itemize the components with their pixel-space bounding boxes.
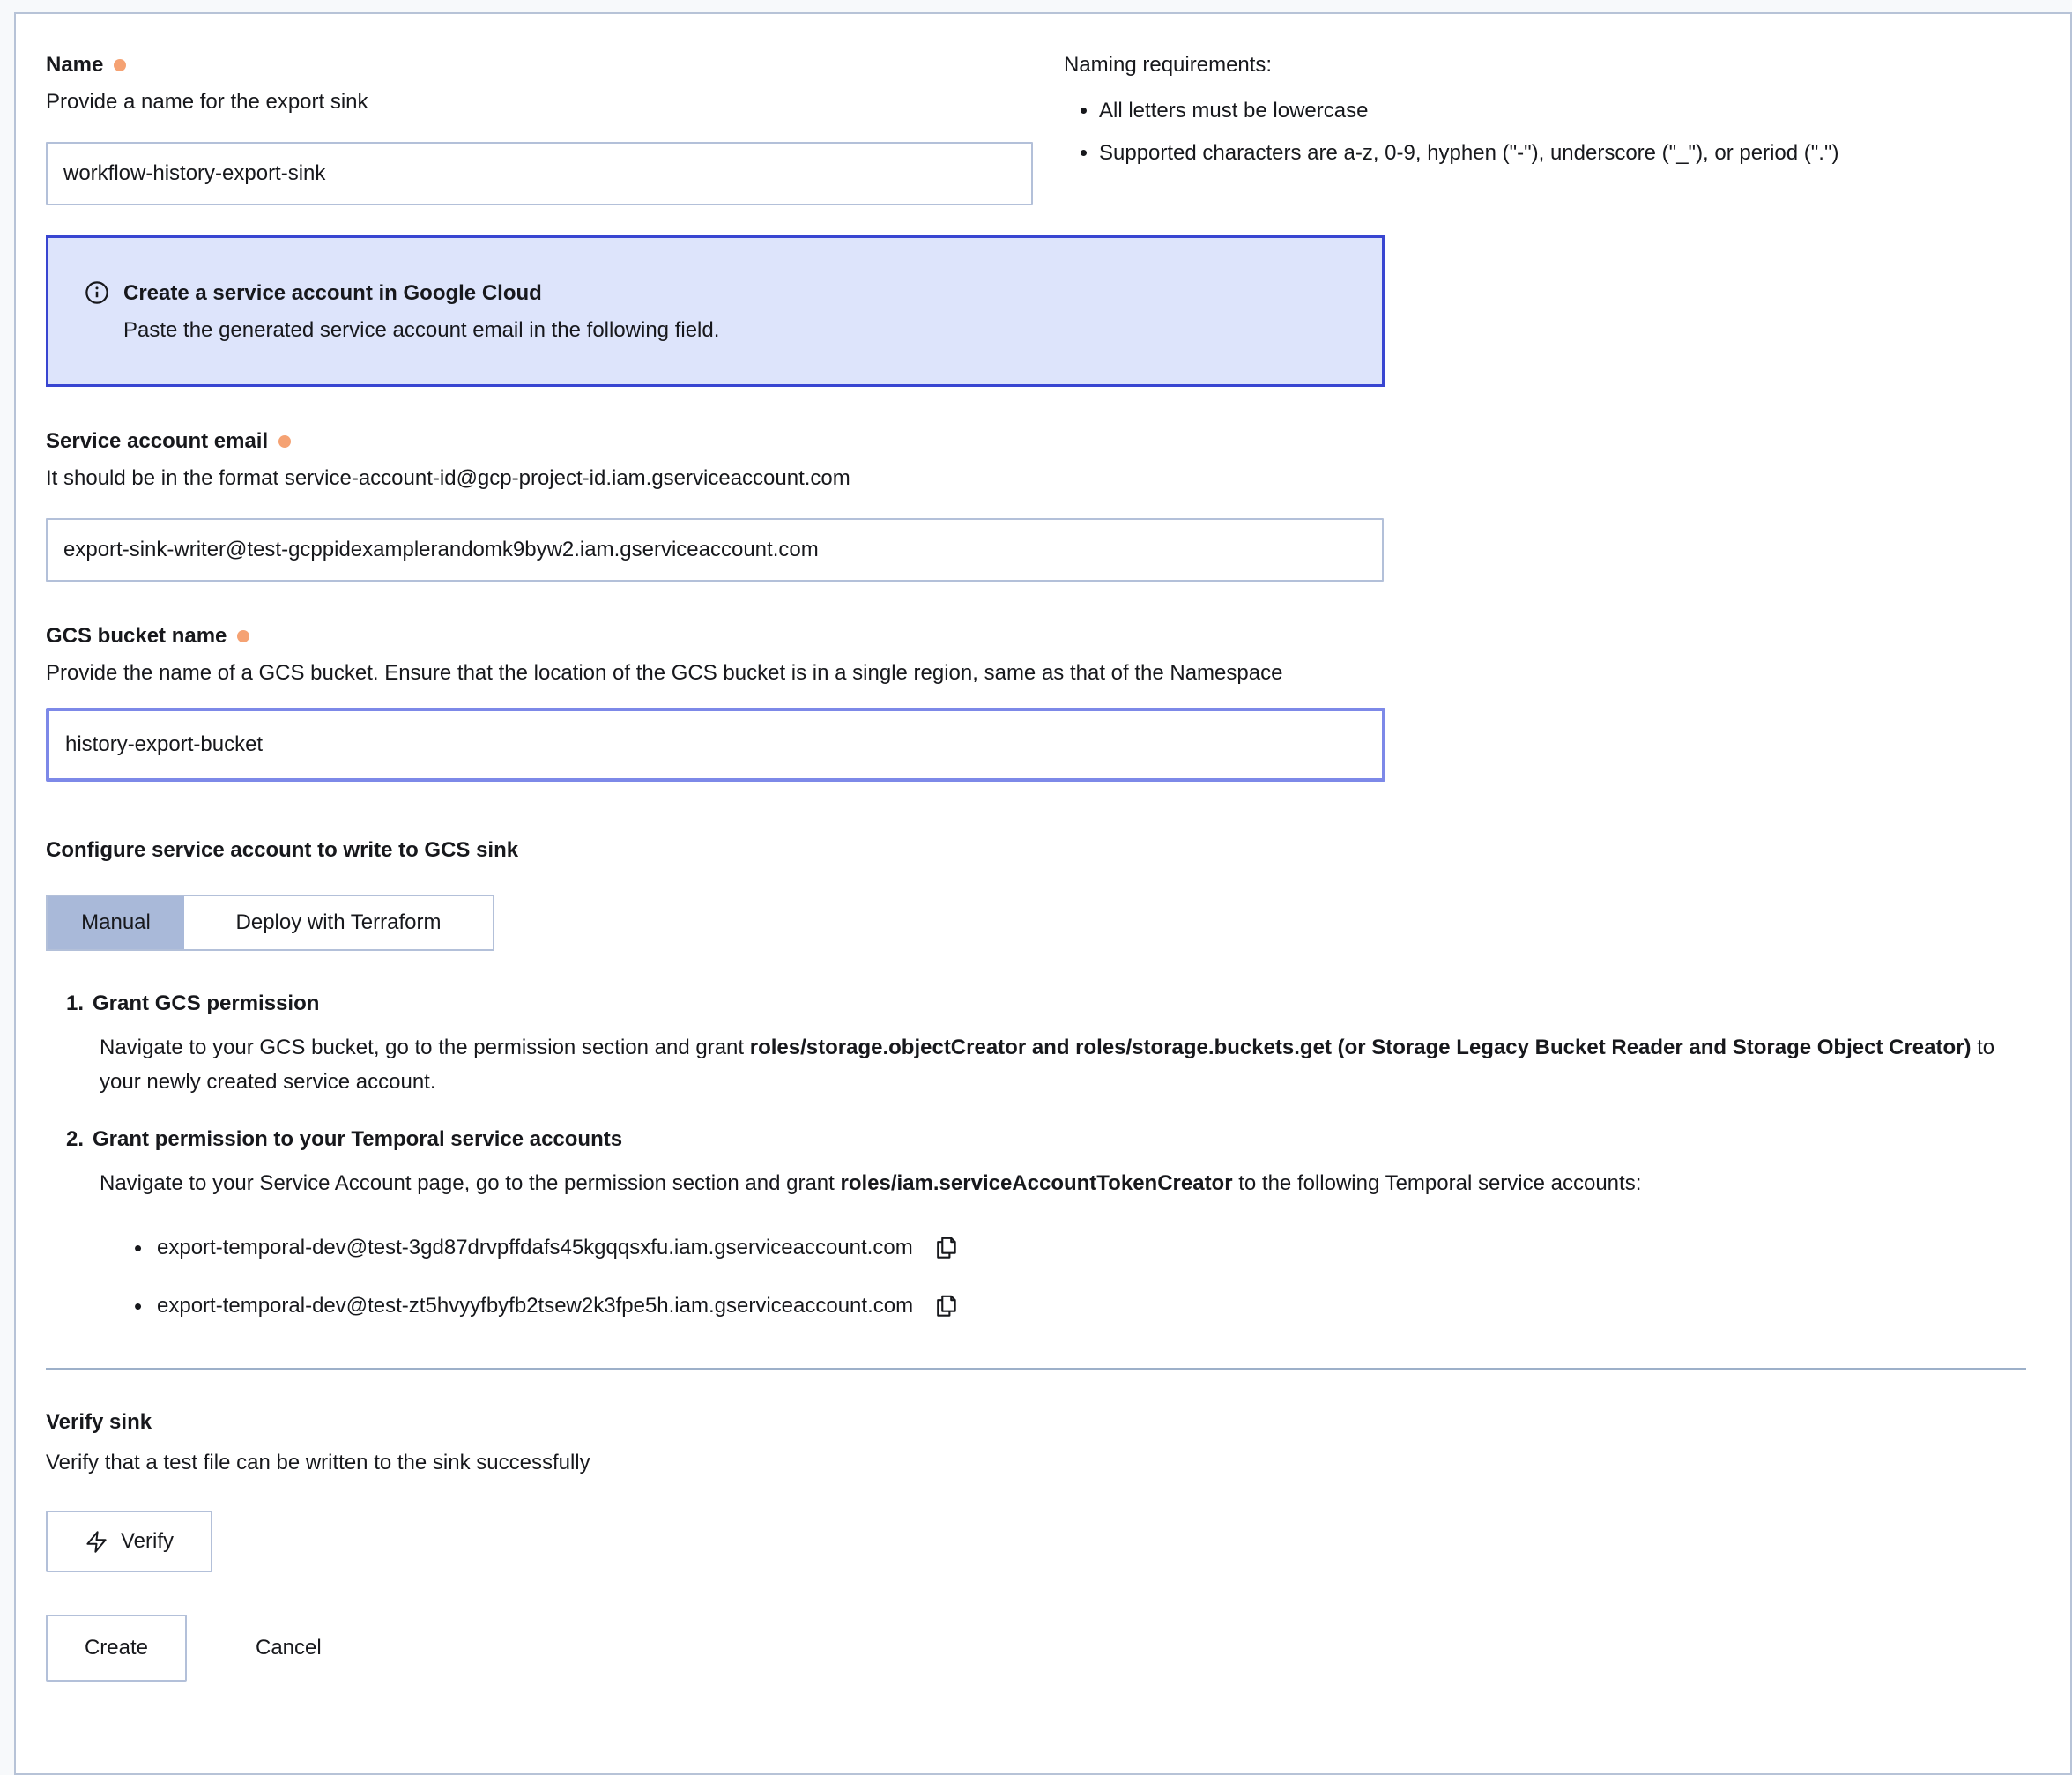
verify-button-label: Verify xyxy=(121,1529,175,1553)
top-row xyxy=(46,49,2026,205)
naming-requirements-title: Naming requirements: xyxy=(1064,53,1273,77)
bullet-icon: • xyxy=(134,1293,143,1319)
required-dot-icon xyxy=(237,630,249,642)
bucket-field-section xyxy=(46,620,2026,782)
naming-requirement-item: • Supported characters are a-z, 0-9, hyphen ("-"), underscore ("_"), or period (".") xyxy=(1099,137,2026,169)
step-body-text: Navigate to your GCS bucket, go to the permission section and grant xyxy=(100,1036,750,1059)
create-export-sink-card xyxy=(14,12,2072,1775)
step-body xyxy=(100,1166,2021,1200)
info-banner-description: Paste the generated service account email in the following field. xyxy=(123,318,720,342)
step-body-text: to the following Temporal service accounts: xyxy=(1232,1171,1642,1195)
tab-manual[interactable]: Manual xyxy=(48,896,184,949)
bullet-icon: • xyxy=(134,1235,143,1261)
service-account-description: It should be in the format service-account-id@gcp-project-id.iam.gserviceaccount.com xyxy=(46,466,850,490)
naming-requirements xyxy=(1064,49,2026,169)
temporal-service-account-list xyxy=(134,1232,2026,1322)
name-input[interactable] xyxy=(46,142,1033,205)
required-dot-icon xyxy=(278,435,291,448)
step-body-bold-text: roles/storage.objectCreator and roles/storage.buckets.get (or Storage Legacy Bucket Reader and Storage Object Creator) xyxy=(749,1036,1972,1059)
list-item xyxy=(134,1290,2026,1322)
tab-deploy-with-terraform[interactable]: Deploy with Terraform xyxy=(184,896,493,949)
step-title xyxy=(66,988,2026,1020)
create-button-label: Create xyxy=(84,1636,149,1660)
name-label: Name xyxy=(46,53,104,77)
step-body xyxy=(100,1030,2021,1099)
copy-icon[interactable] xyxy=(932,1235,959,1261)
step-body-text: to your newly created service account. xyxy=(100,1036,1995,1094)
cancel-button-label: Cancel xyxy=(256,1636,322,1660)
configure-tabs xyxy=(46,895,494,951)
info-banner-title: Create a service account in Google Cloud xyxy=(123,281,542,305)
service-account-field-section xyxy=(46,426,2026,582)
footer-actions xyxy=(46,1615,2026,1682)
step-title-text: Grant GCS permission xyxy=(93,991,320,1015)
verify-sink-title: Verify sink xyxy=(46,1410,152,1434)
step-number: 2. xyxy=(66,1127,85,1151)
bucket-description: Provide the name of a GCS bucket. Ensure that the location of the GCS bucket is in a single region, same as that of the Namespace xyxy=(46,661,1283,685)
temporal-service-account-email: export-temporal-dev@test-3gd87drvpffdafs45kgqqsxfu.iam.gserviceaccount.com xyxy=(157,1236,913,1259)
cancel-button[interactable] xyxy=(238,1615,339,1682)
name-description: Provide a name for the export sink xyxy=(46,90,368,114)
name-field-section xyxy=(46,49,1033,205)
verify-button[interactable] xyxy=(46,1511,212,1572)
verify-sink-description: Verify that a test file can be written to the sink successfully xyxy=(46,1451,590,1474)
step-title-text: Grant permission to your Temporal service accounts xyxy=(93,1127,623,1151)
step-grant-gcs-permission xyxy=(66,988,2026,1099)
bucket-label-row xyxy=(46,620,2026,652)
info-circle-icon xyxy=(85,280,109,305)
configure-section-title: Configure service account to write to GCS sink xyxy=(46,838,519,862)
name-label-row xyxy=(46,49,1033,81)
naming-requirement-item: • All letters must be lowercase xyxy=(1099,95,2026,127)
create-button[interactable] xyxy=(46,1615,187,1682)
info-banner xyxy=(46,235,1385,387)
bucket-name-input[interactable] xyxy=(46,708,1385,782)
naming-requirements-list xyxy=(1064,95,2026,169)
section-divider xyxy=(46,1368,2026,1370)
required-dot-icon xyxy=(114,59,126,71)
copy-icon[interactable] xyxy=(932,1293,959,1319)
step-body-bold-text: roles/iam.serviceAccountTokenCreator xyxy=(840,1171,1233,1195)
step-grant-temporal-permission xyxy=(66,1124,2026,1322)
bucket-label: GCS bucket name xyxy=(46,624,227,648)
temporal-service-account-email: export-temporal-dev@test-zt5hvyyfbyfb2tsew2k3fpe5h.iam.gserviceaccount.com xyxy=(157,1294,914,1318)
service-account-email-input[interactable] xyxy=(46,518,1384,582)
step-body-text: Navigate to your Service Account page, go to the permission section and grant xyxy=(100,1171,841,1195)
service-account-label: Service account email xyxy=(46,429,269,453)
zap-icon xyxy=(85,1530,108,1554)
step-title xyxy=(66,1124,2026,1155)
info-banner-text xyxy=(123,279,719,345)
step-number: 1. xyxy=(66,991,85,1015)
service-account-label-row xyxy=(46,426,2026,457)
manual-steps xyxy=(46,988,2026,1322)
list-item xyxy=(134,1232,2026,1264)
